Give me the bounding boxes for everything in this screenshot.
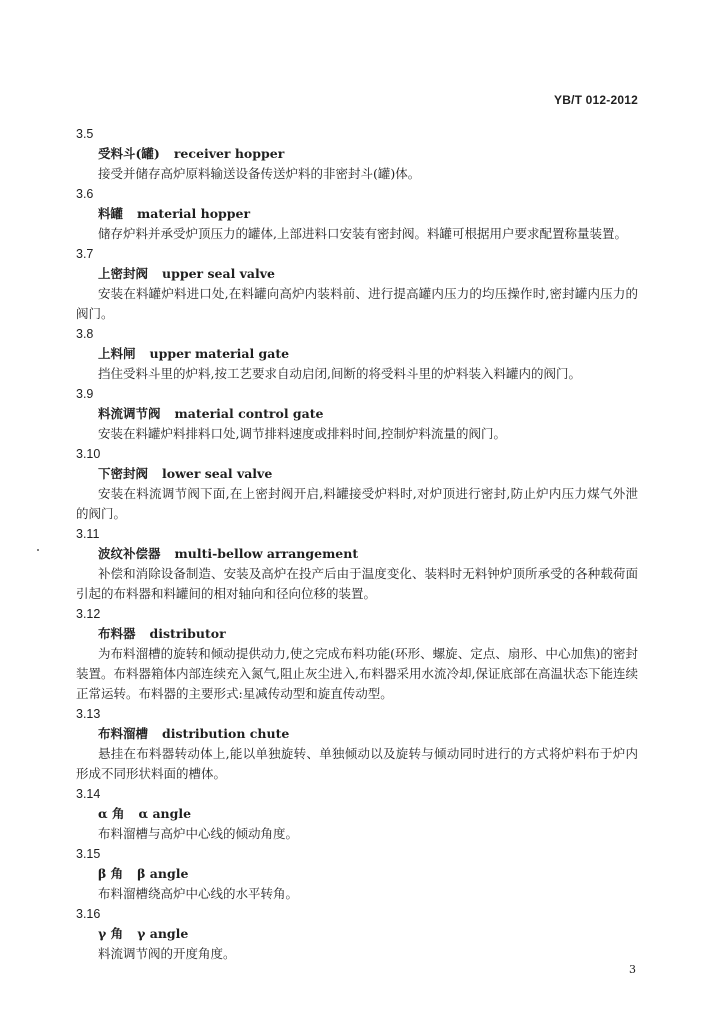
term-entry [0, 124, 712, 184]
term-entry [0, 184, 712, 244]
term-entry [0, 784, 712, 844]
entry-definition: 接受并储存高炉原料输送设备传送炉料的非密封斗(罐)体。 [98, 166, 421, 181]
term-zh: 布料器 [98, 626, 136, 641]
term-zh: 上密封阀 [98, 266, 149, 281]
entry-definition: 悬挂在布料器转动体上,能以单独旋转、单独倾动以及旋转与倾动同时进行的方式将炉料布于炉内形成不同形状料面的槽体。 [76, 746, 638, 781]
term-en: γ angle [137, 926, 189, 941]
term-zh: 受料斗(罐) [98, 146, 160, 161]
entry-term [98, 804, 712, 824]
term-en: β angle [137, 866, 189, 881]
term-en: distributor [149, 626, 226, 641]
term-en: multi-bellow arrangement [174, 546, 359, 561]
term-zh: 料流调节阀 [98, 406, 161, 421]
term-entry [0, 444, 712, 524]
entry-term [98, 464, 712, 484]
entry-definition: 安装在料罐炉料排料口处,调节排料速度或排料时间,控制炉料流量的阀门。 [98, 426, 506, 441]
entry-definition: 布料溜槽绕高炉中心线的水平转角。 [98, 886, 299, 901]
entry-number: 3.11 [76, 527, 100, 541]
term-zh: 布料溜槽 [98, 726, 149, 741]
term-entry [0, 384, 712, 444]
term-zh: α 角 [98, 806, 125, 821]
entry-term [98, 544, 712, 564]
term-zh: 下密封阀 [98, 466, 149, 481]
entry-definition: 安装在料流调节阀下面,在上密封阀开启,料罐接受炉料时,对炉顶进行密封,防止炉内压力煤气外泄的阀门。 [76, 486, 638, 521]
entry-number: 3.10 [76, 447, 101, 461]
term-en: receiver hopper [173, 146, 285, 161]
term-zh: 料罐 [98, 206, 124, 221]
scan-speck [37, 549, 39, 551]
term-entry [0, 524, 712, 604]
term-entry [0, 604, 712, 704]
term-entry [0, 904, 712, 964]
entry-number: 3.15 [76, 847, 101, 861]
entry-number: 3.9 [76, 387, 94, 401]
term-en: upper material gate [149, 346, 290, 361]
entry-definition: 料流调节阀的开度角度。 [98, 946, 236, 961]
term-zh: 波纹补偿器 [98, 546, 161, 561]
entry-number: 3.13 [76, 707, 101, 721]
entry-definition: 布料溜槽与高炉中心线的倾动角度。 [98, 826, 299, 841]
entry-term [98, 404, 712, 424]
term-zh: 上料闸 [98, 346, 136, 361]
entry-term [98, 864, 712, 884]
entry-definition: 挡住受料斗里的炉料,按工艺要求自动启闭,间断的将受料斗里的炉料装入料罐内的阀门。 [98, 366, 581, 381]
entry-number: 3.12 [76, 607, 101, 621]
entry-term [98, 264, 712, 284]
term-zh: γ 角 [98, 926, 124, 941]
entry-number: 3.5 [76, 127, 94, 141]
term-entries [0, 124, 712, 964]
term-entry [0, 324, 712, 384]
entry-term [98, 144, 712, 164]
entry-term [98, 624, 712, 644]
entry-definition: 为布料溜槽的旋转和倾动提供动力,使之完成布料功能(环形、螺旋、定点、扇形、中心加焦)的密封装置。布料器箱体内部连续充入氮气,阻止灰尘进入,布料器采用水流冷却,保证底部在高温状态下能连续正常运转。布料器的主要形式:星减传动型和旋直传动型。 [76, 646, 638, 701]
entry-term [98, 204, 712, 224]
term-en: material control gate [174, 406, 324, 421]
term-entry [0, 844, 712, 904]
entry-definition: 安装在料罐炉料进口处,在料罐向高炉内装料前、进行提高罐内压力的均压操作时,密封罐内压力的阀门。 [76, 286, 638, 321]
entry-term [98, 724, 712, 744]
term-en: material hopper [137, 206, 251, 221]
term-entry [0, 244, 712, 324]
page-number: 3 [629, 963, 636, 976]
entry-definition: 补偿和消除设备制造、安装及高炉在投产后由于温度变化、装料时无料钟炉顶所承受的各种载荷面引起的布料器和料罐间的相对轴向和径向位移的装置。 [76, 566, 638, 601]
entry-term [98, 344, 712, 364]
entry-number: 3.8 [76, 327, 94, 341]
entry-number: 3.14 [76, 787, 101, 801]
entry-number: 3.6 [76, 187, 94, 201]
entry-definition: 储存炉料并承受炉顶压力的罐体,上部进料口安装有密封阀。料罐可根据用户要求配置称量装置。 [98, 226, 627, 241]
entry-number: 3.7 [76, 247, 94, 261]
standard-code: YB/T 012-2012 [554, 93, 638, 107]
entry-term [98, 924, 712, 944]
term-en: upper seal valve [162, 266, 275, 281]
entry-number: 3.16 [76, 907, 101, 921]
term-en: α angle [138, 806, 192, 821]
term-en: distribution chute [162, 726, 290, 741]
term-entry [0, 704, 712, 784]
term-zh: β 角 [98, 866, 124, 881]
term-en: lower seal valve [162, 466, 273, 481]
